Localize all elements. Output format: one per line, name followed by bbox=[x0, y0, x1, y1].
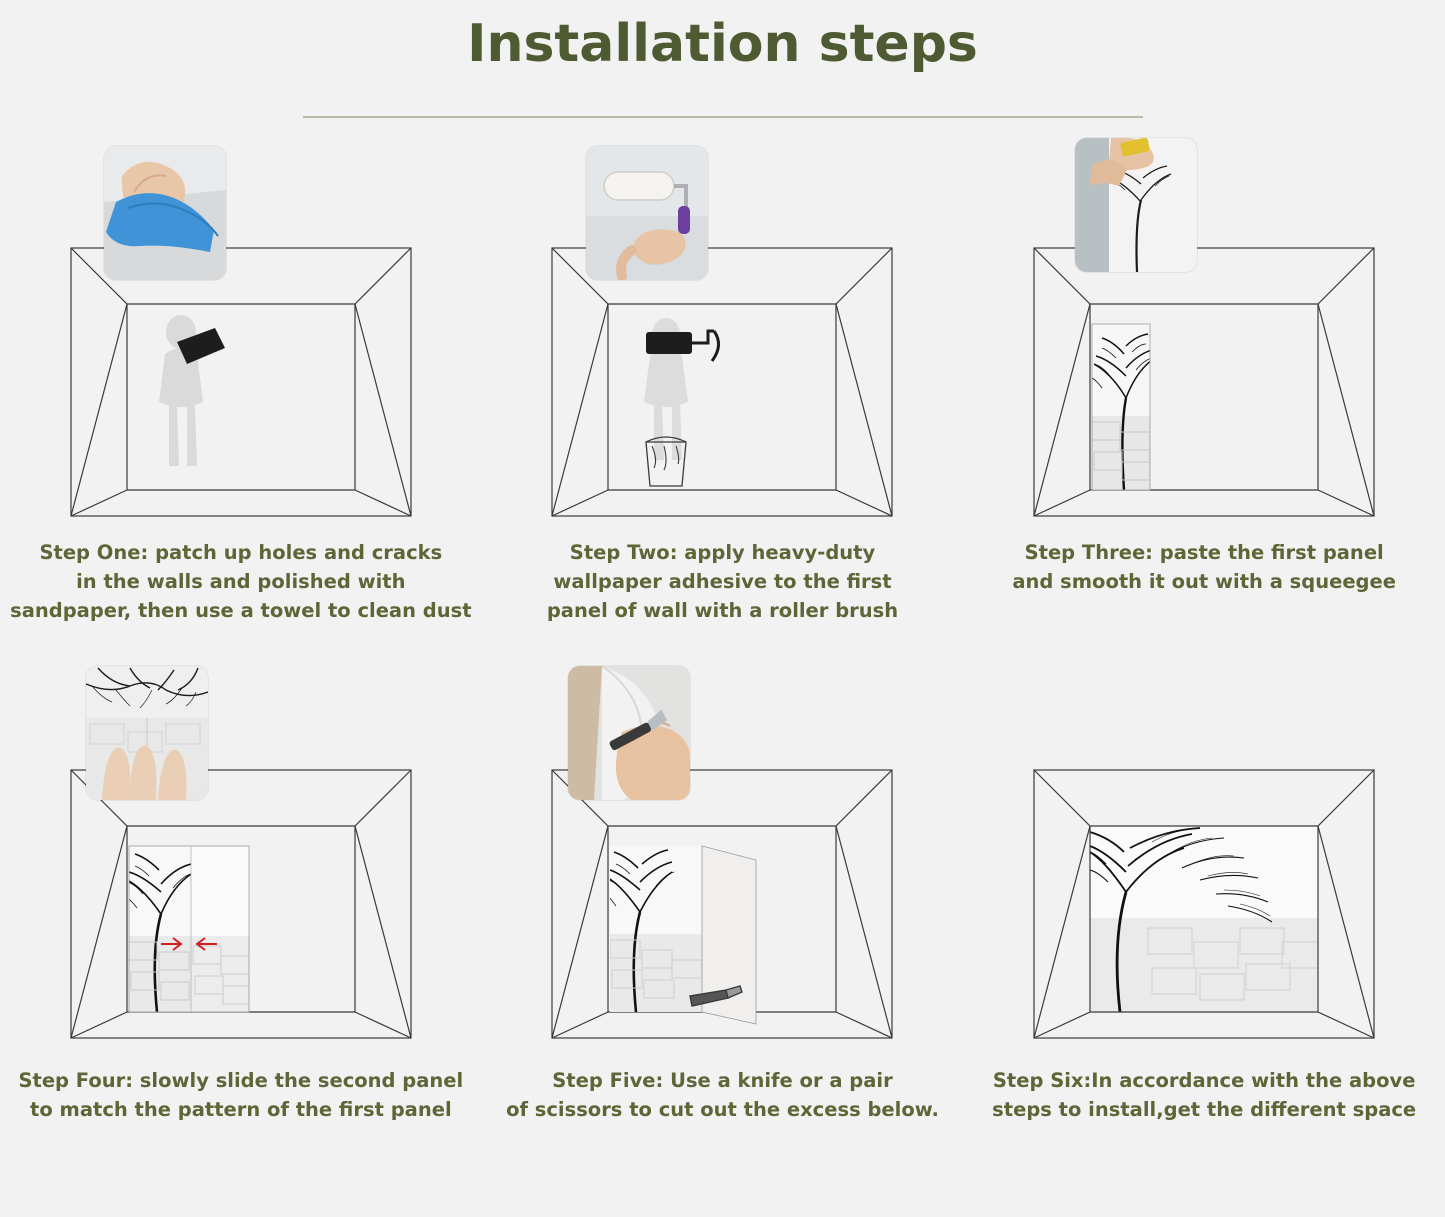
caption-line: panel of wall with a roller brush bbox=[546, 599, 899, 622]
steps-grid bbox=[0, 146, 1445, 1170]
wallpaper-panel-right bbox=[191, 846, 249, 1012]
room-illustration-two bbox=[550, 246, 894, 518]
page-title: Installation steps bbox=[467, 14, 978, 74]
room-svg-one bbox=[69, 246, 413, 518]
step-card-two bbox=[482, 146, 964, 658]
caption-line: and smooth it out with a squeegee bbox=[1012, 570, 1396, 593]
step-photo-one bbox=[104, 146, 226, 280]
caption-line: of scissors to cut out the excess below. bbox=[506, 1098, 939, 1121]
room-svg-five bbox=[550, 768, 894, 1040]
title-divider bbox=[303, 116, 1143, 118]
step-card-five bbox=[482, 658, 964, 1170]
room-svg-three bbox=[1032, 246, 1376, 518]
room-illustration-four bbox=[69, 768, 413, 1040]
caption-line: Step Two: apply heavy-duty bbox=[569, 541, 876, 564]
room-illustration-six bbox=[1032, 768, 1376, 1040]
room-svg-four bbox=[69, 768, 413, 1040]
step-card-one bbox=[0, 146, 482, 658]
step-photo-five bbox=[568, 666, 690, 800]
room-svg-six bbox=[1032, 768, 1376, 1040]
caption-line: Step One: patch up holes and cracks bbox=[39, 541, 443, 564]
room-illustration-three bbox=[1032, 246, 1376, 518]
caption-line: in the walls and polished with bbox=[76, 570, 406, 593]
caption-line: to match the pattern of the first panel bbox=[30, 1098, 452, 1121]
wallpaper-panel-five bbox=[608, 846, 702, 1012]
step-caption-two bbox=[482, 538, 964, 625]
step-photo-four bbox=[86, 666, 208, 800]
step-caption-six bbox=[963, 1066, 1445, 1124]
step-caption-one bbox=[0, 538, 482, 625]
caption-line: sandpaper, then use a towel to clean dust bbox=[10, 599, 472, 622]
step-card-six bbox=[963, 658, 1445, 1170]
step-card-four bbox=[0, 658, 482, 1170]
step-card-three bbox=[963, 146, 1445, 658]
wallpaper-panel-three bbox=[1092, 324, 1152, 490]
caption-line: Step Five: Use a knife or a pair bbox=[552, 1069, 893, 1092]
step-caption-four bbox=[0, 1066, 482, 1124]
caption-line: Step Six:In accordance with the above bbox=[992, 1069, 1416, 1092]
room-illustration-five bbox=[550, 768, 894, 1040]
wallpaper-mural-six bbox=[1090, 826, 1318, 1012]
room-illustration-one bbox=[69, 246, 413, 518]
caption-line: Step Four: slowly slide the second panel bbox=[18, 1069, 464, 1092]
caption-line: wallpaper adhesive to the first bbox=[553, 570, 892, 593]
step-photo-three bbox=[1075, 138, 1197, 272]
step-caption-five bbox=[482, 1066, 964, 1124]
caption-line: Step Three: paste the first panel bbox=[1024, 541, 1384, 564]
step-photo-two bbox=[586, 146, 708, 280]
caption-line: steps to install,get the different space bbox=[992, 1098, 1417, 1121]
step-caption-three bbox=[963, 538, 1445, 596]
wallpaper-panel-left bbox=[127, 846, 191, 1012]
room-svg-two bbox=[550, 246, 894, 518]
